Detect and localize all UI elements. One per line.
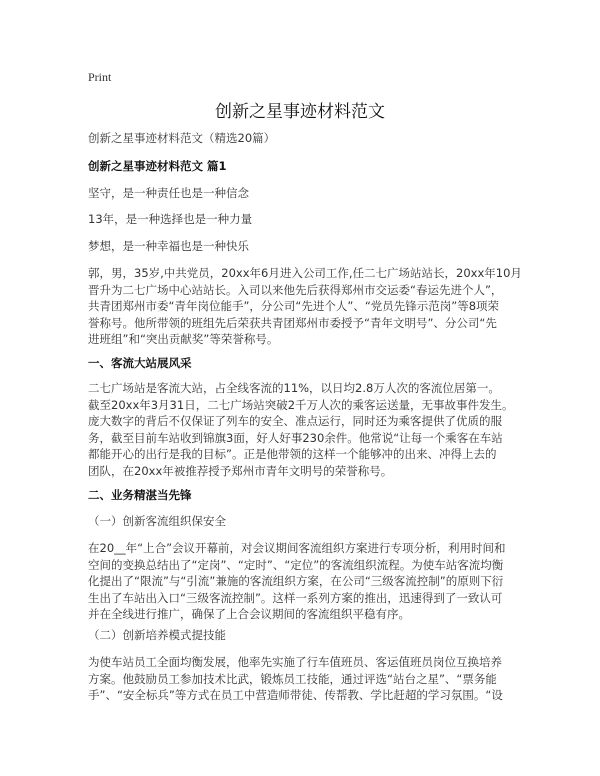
text-line: 二七广场站是客流大站，占全线客流的11%，以日均2.8万人次的客流位居第一。 xyxy=(88,381,500,395)
text-line: 共青团郑州市委“青年岗位能手”，分公司“先进个人”、“党员先锋示范岗”等8项荣 xyxy=(88,299,500,313)
paragraph-sub2 xyxy=(88,654,503,704)
intro-line: 坚守，是一种责任也是一种信念 xyxy=(88,186,249,200)
text-line: 并在全线进行推广，确保了上合会议期间的客流组织平稳有序。 xyxy=(88,607,410,621)
text-line: 为使车站员工全面均衡发展，他率先实施了行车值班员、客运值班员岗位互换培养 xyxy=(88,655,502,669)
text-line: 务，截至目前车站收到锦旗3面，好人好事230余件。他常说“让每一个乘客在车站 xyxy=(88,430,503,445)
text-line: 生出了车站出入口“三级客流控制”。这样一系列方案的推出，迅速得到了一致认可 xyxy=(88,590,503,605)
text-line: 誉称号。他所带领的班组先后荣获共青团郑州市委授予“青年文明号”、分公司“先 xyxy=(88,315,497,330)
text-line: 都能开心的出行是我的目标”。正是他带领的这样一个能够冲的出来、冲得上去的 xyxy=(88,447,497,461)
sub1-heading: （一）创新客流组织保安全 xyxy=(88,514,226,528)
print-label: Print xyxy=(88,70,112,84)
text-line: 团队，在20xx年被推荐授予郑州市青年文明号的荣誉称号。 xyxy=(88,463,393,478)
article-heading: 创新之星事迹材料范文 篇1 xyxy=(88,159,227,173)
text-line: 郭，男，35岁,中共党员，20xx年6月进入公司工作,任二七广场站站长，20xx年10月 xyxy=(88,266,522,280)
document-subtitle: 创新之星事迹材料范文（精选20篇） xyxy=(88,131,276,145)
document-title: 创新之星事迹材料范文 xyxy=(215,102,385,122)
section1-heading: 一、客流大站展风采 xyxy=(88,356,192,370)
paragraph-sub1 xyxy=(88,540,506,623)
text-line: 方案。他鼓励员工参加技术比武，锻炼员工技能，通过评选“站台之星”、“票务能 xyxy=(88,671,497,686)
sub2-heading: （二）创新培养模式提技能 xyxy=(88,628,226,642)
text-line: 晋升为二七广场中心站站长。入司以来他先后获得郑州市交运委“春运先进个人”， xyxy=(88,282,503,297)
intro-line: 13年，是一种选择也是一种力量 xyxy=(88,212,253,226)
text-line: 进班组”和“突出贡献奖”等荣誉称号。 xyxy=(88,332,279,346)
text-line: 化提出了“限流”与“引流”兼施的客流组织方案，在公司“三级客流控制”的原则下衍 xyxy=(88,574,504,588)
text-line: 手”、“安全标兵”等方式在员工中营造师带徒、传帮教、学比赶超的学习氛围。“设 xyxy=(88,688,503,702)
text-line: 在20__年“上合”会议开幕前，对会议期间客流组织方案进行专项分析，利用时间和 xyxy=(88,541,506,555)
text-line: 庞大数字的背后不仅保证了列车的安全、准点运行，同时还为乘客提供了优质的服 xyxy=(88,414,502,428)
intro-line: 梦想，是一种幸福也是一种快乐 xyxy=(88,239,249,253)
section2-heading: 二、业务精湛当先锋 xyxy=(88,488,192,502)
paragraph-section1 xyxy=(88,380,514,479)
text-line: 截至20xx年3月31日，二七广场站突破2千万人次的乘客运送量，无事故事件发生。 xyxy=(88,397,514,412)
text-line: 空间的变换总结出了“定岗”、“定时”、“定位”的客流组织流程。为使车站客流均衡 xyxy=(88,557,504,572)
paragraph-profile xyxy=(88,265,522,348)
